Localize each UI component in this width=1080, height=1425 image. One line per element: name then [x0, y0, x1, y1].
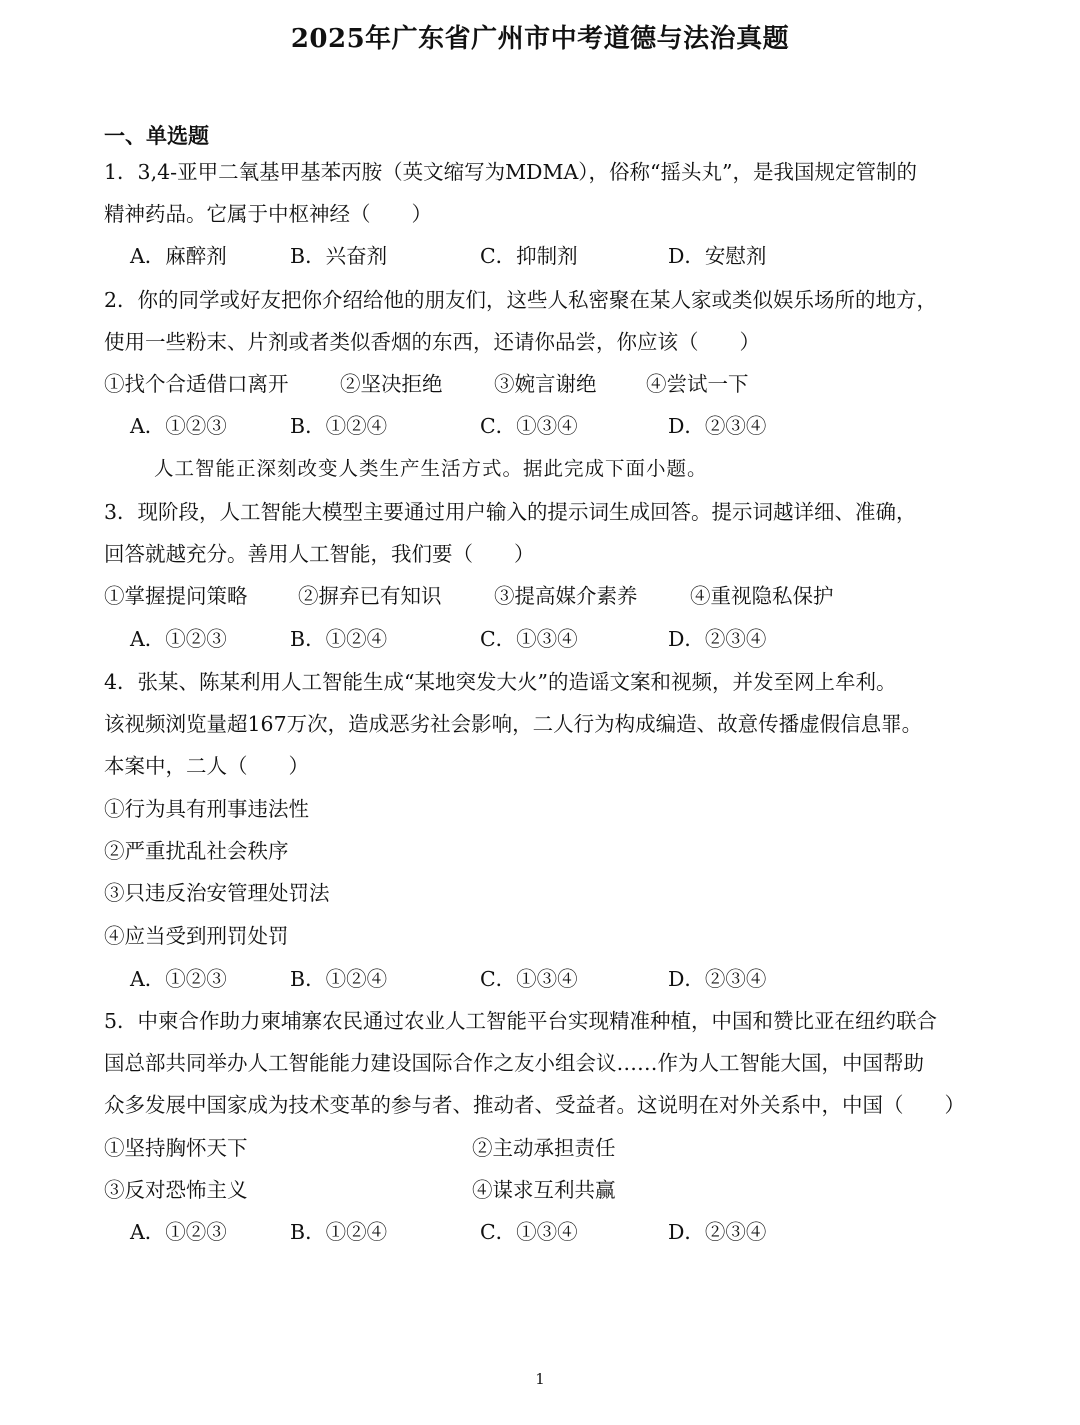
q5-option-c: C．①③④ — [480, 1220, 578, 1244]
q1-option-c: C．抑制剂 — [480, 244, 578, 268]
q5-options — [130, 1218, 830, 1246]
q2-option-a: A．①②③ — [130, 414, 227, 438]
q2-option-b: B．①②④ — [290, 414, 388, 438]
q5-option-d: D．②③④ — [668, 1220, 767, 1244]
q3-option-d: D．②③④ — [668, 627, 767, 651]
q2-statement-3: ③婉言谢绝 — [494, 372, 597, 396]
q5-stem-line-1: 5．中柬合作助力柬埔寨农民通过农业人工智能平台实现精准种植，中国和赞比亚在纽约联合 — [104, 1009, 938, 1033]
q4-option-c: C．①③④ — [480, 967, 578, 991]
q3-options — [130, 625, 830, 653]
q5-statement-1: ①坚持胸怀天下 — [104, 1136, 248, 1160]
q3-option-a: A．①②③ — [130, 627, 227, 651]
q2-statement-1: ①找个合适借口离开 — [104, 372, 289, 396]
q2-stem-line-1: 2．你的同学或好友把你介绍给他的朋友们，这些人私密聚在某人家或类似娱乐场所的地方， — [104, 288, 938, 312]
q2-stem-line-2: 使用一些粉末、片剂或者类似香烟的东西，还请你品尝，你应该（ ） — [104, 330, 760, 354]
q5-statements-row-1 — [104, 1134, 964, 1162]
q2-statement-4: ④尝试一下 — [646, 372, 749, 396]
q5-stem-line-2: 国总部共同举办人工智能能力建设国际合作之友小组会议……作为人工智能大国，中国帮助 — [104, 1051, 924, 1075]
q5-option-b: B．①②④ — [290, 1220, 388, 1244]
q2-option-c: C．①③④ — [480, 414, 578, 438]
q2-statement-2: ②坚决拒绝 — [340, 372, 443, 396]
q1-option-a: A．麻醉剂 — [130, 244, 227, 268]
q3-stem-line-2: 回答就越充分。善用人工智能，我们要（ ） — [104, 542, 535, 566]
exam-title: 2025年广东省广州市中考道德与法治真题 — [290, 24, 790, 54]
q3-option-c: C．①③④ — [480, 627, 578, 651]
page-number: 1 — [535, 1370, 545, 1388]
q1-options — [130, 242, 830, 270]
q4-option-b: B．①②④ — [290, 967, 388, 991]
q5-statements-row-2 — [104, 1176, 964, 1204]
q4-stem-line-2: 该视频浏览量超167万次，造成恶劣社会影响，二人行为构成编造、故意传播虚假信息罪。 — [104, 712, 923, 736]
q2-option-d: D．②③④ — [668, 414, 767, 438]
q5-option-a: A．①②③ — [130, 1220, 227, 1244]
q4-statement-4: ④应当受到刑罚处罚 — [104, 924, 289, 948]
q5-stem-line-3: 众多发展中国家成为技术变革的参与者、推动者、受益者。这说明在对外关系中，中国（ ） — [104, 1093, 965, 1117]
q4-option-a: A．①②③ — [130, 967, 227, 991]
q3-statement-4: ④重视隐私保护 — [690, 584, 834, 608]
q2-statements — [104, 370, 964, 398]
q1-stem-line-2: 精神药品。它属于中枢神经（ ） — [104, 202, 432, 226]
q1-option-b: B．兴奋剂 — [290, 244, 388, 268]
q3-statement-1: ①掌握提问策略 — [104, 584, 248, 608]
q2-options — [130, 412, 830, 440]
q5-statement-2: ②主动承担责任 — [472, 1136, 616, 1160]
q3-statements — [104, 582, 964, 610]
section-heading: 一、单选题 — [104, 123, 209, 148]
q5-statement-4: ④谋求互利共赢 — [472, 1178, 616, 1202]
q4-statement-1: ①行为具有刑事违法性 — [104, 797, 309, 821]
q4-stem-line-3: 本案中，二人（ ） — [104, 754, 309, 778]
q3-stem-line-1: 3．现阶段，人工智能大模型主要通过用户输入的提示词生成回答。提示词越详细、准确， — [104, 500, 917, 524]
q4-options — [130, 965, 830, 993]
q3-option-b: B．①②④ — [290, 627, 388, 651]
q5-statement-3: ③反对恐怖主义 — [104, 1178, 248, 1202]
q4-statement-3: ③只违反治安管理处罚法 — [104, 881, 330, 905]
q4-statement-2: ②严重扰乱社会秩序 — [104, 839, 289, 863]
q1-option-d: D．安慰剂 — [668, 244, 767, 268]
context-note: 人工智能正深刻改变人类生产生活方式。据此完成下面小题。 — [154, 457, 708, 480]
q3-statement-2: ②摒弃已有知识 — [298, 584, 442, 608]
q3-statement-3: ③提高媒介素养 — [494, 584, 638, 608]
q1-stem-line-1: 1．3,4-亚甲二氧基甲基苯丙胺（英文缩写为MDMA），俗称“摇头丸”，是我国规定管制的 — [104, 160, 918, 184]
q4-stem-line-1: 4．张某、陈某利用人工智能生成“某地突发大火”的造谣文案和视频，并发至网上牟利。 — [104, 670, 897, 694]
q4-option-d: D．②③④ — [668, 967, 767, 991]
